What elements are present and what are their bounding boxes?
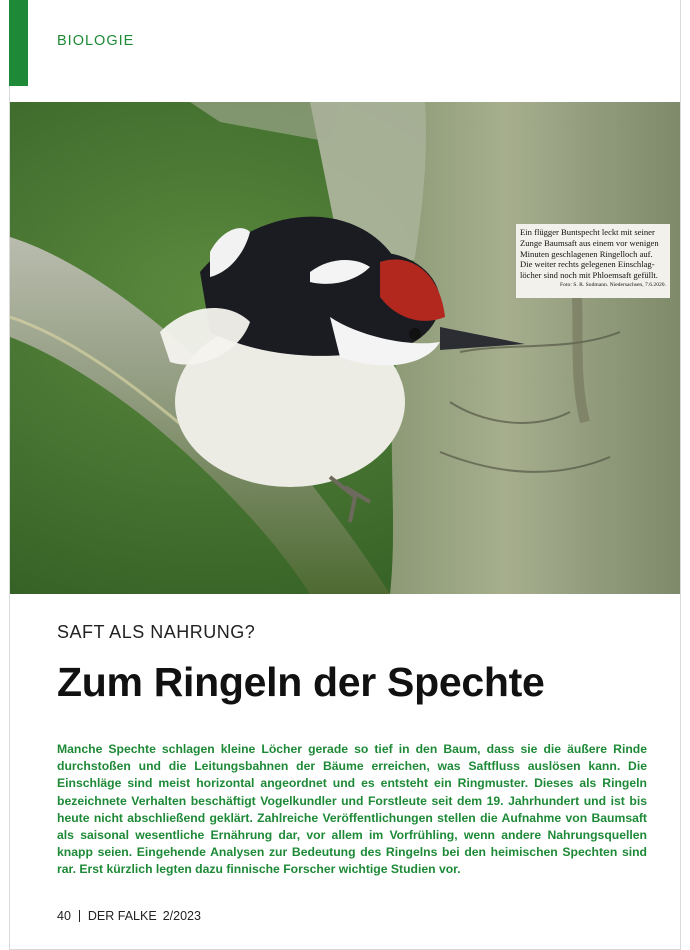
- page-footer: [57, 909, 201, 923]
- article-lead: Manche Spechte schlagen kleine Löcher gerade so tief in den Baum, dass sie die äußere Rinde durchstoßen und die Leitungsbahnen der Bäume erreichen, was Saftfluss auslösen kann. Die Einschläge sind meist horizontal angeordnet und es entsteht ein Ringmuster. Dieses als Ringeln bezeichnete Verhalten beschäftigt Vogelkundler und Forstleute seit dem 19. Jahrhundert und ist bis heute nicht abschließend geklärt. Zahlreiche Veröffentlichungen stellen die Aufnahme von Baumsaft als saisonal wesentliche Ernährung dar, vor allem im Vorfrühling, wenn andere Nahrungsquellen knapp seien. Eingehende Analysen zur Bedeutung des Ringelns bei den heimischen Spechten sind rar. Erst kürzlich legten dazu finnische Forscher wichtige Studien vor.: [57, 742, 647, 877]
- issue-number: 2/2023: [162, 909, 201, 923]
- woodpecker-photo: [10, 102, 680, 594]
- caption-text: Ein flügger Buntspecht leckt mit seiner Zunge Baumsaft aus einem vor wenigen Minuten geschlagenen Ringelloch auf. Die weiter rechts gelegenen Einschlag-löcher sind noch mit Phloemsaft gefüllt.: [520, 227, 659, 281]
- woodpecker-illustration: [10, 102, 680, 594]
- article-kicker: SAFT ALS NAHRUNG?: [57, 622, 256, 642]
- section-label: BIOLOGIE: [57, 33, 135, 49]
- footer-separator: [79, 910, 80, 922]
- article-headline: Zum Ringeln der Spechte: [57, 659, 545, 705]
- magazine-name: DER FALKE: [87, 909, 157, 923]
- page-number: 40: [57, 909, 71, 923]
- caption-credit: Foto: S. R. Sudmann. Niedersachsen, 7.6.2020.: [560, 281, 666, 288]
- photo-caption: [516, 224, 670, 298]
- section-color-bar: [9, 0, 28, 86]
